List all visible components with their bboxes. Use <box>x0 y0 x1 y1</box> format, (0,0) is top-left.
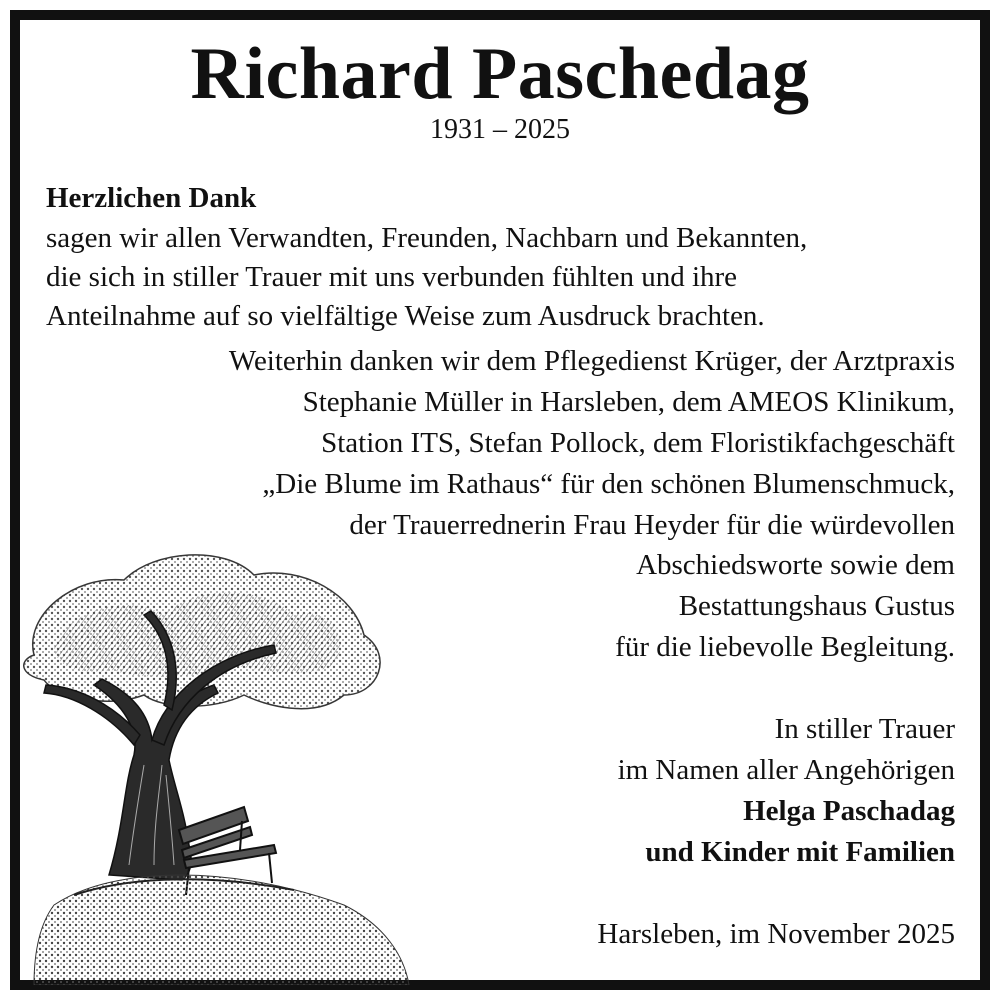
detail-line: Stephanie Müller in Harsleben, dem AMEOS Klinikum, <box>302 386 955 418</box>
tree-with-bench-illustration <box>14 545 414 985</box>
signatory-family: und Kinder mit Familien <box>645 836 955 868</box>
detail-line: Abschiedsworte sowie dem <box>636 549 955 581</box>
intro-line: sagen wir allen Verwandten, Freunden, Nachbarn und Bekannten, <box>46 222 808 254</box>
signature-line: In stiller Trauer <box>774 713 955 745</box>
intro-line: die sich in stiller Trauer mit uns verbunden fühlten und ihre <box>46 261 738 293</box>
detail-line: „Die Blume im Rathaus“ für den schönen Blumenschmuck, <box>262 468 955 500</box>
detail-line: Station ITS, Stefan Pollock, dem Floristikfachgeschäft <box>321 427 955 459</box>
place-date: Harsleben, im November 2025 <box>597 918 955 950</box>
detail-line: Weiterhin danken wir dem Pflegedienst Krüger, der Arztpraxis <box>228 345 955 377</box>
detail-line: Bestattungshaus Gustus <box>678 590 955 622</box>
deceased-name: Richard Paschedag <box>190 33 810 115</box>
signatory-name: Helga Paschadag <box>743 795 955 827</box>
ground-hill <box>34 875 409 985</box>
signature-line: im Namen aller Angehörigen <box>617 754 955 786</box>
detail-line: der Trauerrednerin Frau Heyder für die würdevollen <box>349 509 955 541</box>
intro-line: Anteilnahme auf so vielfältige Weise zum Ausdruck brachten. <box>46 300 765 332</box>
thanks-heading: Herzlichen Dank <box>46 182 257 214</box>
life-dates: 1931 – 2025 <box>430 114 570 145</box>
detail-line: für die liebevolle Begleitung. <box>615 631 955 663</box>
